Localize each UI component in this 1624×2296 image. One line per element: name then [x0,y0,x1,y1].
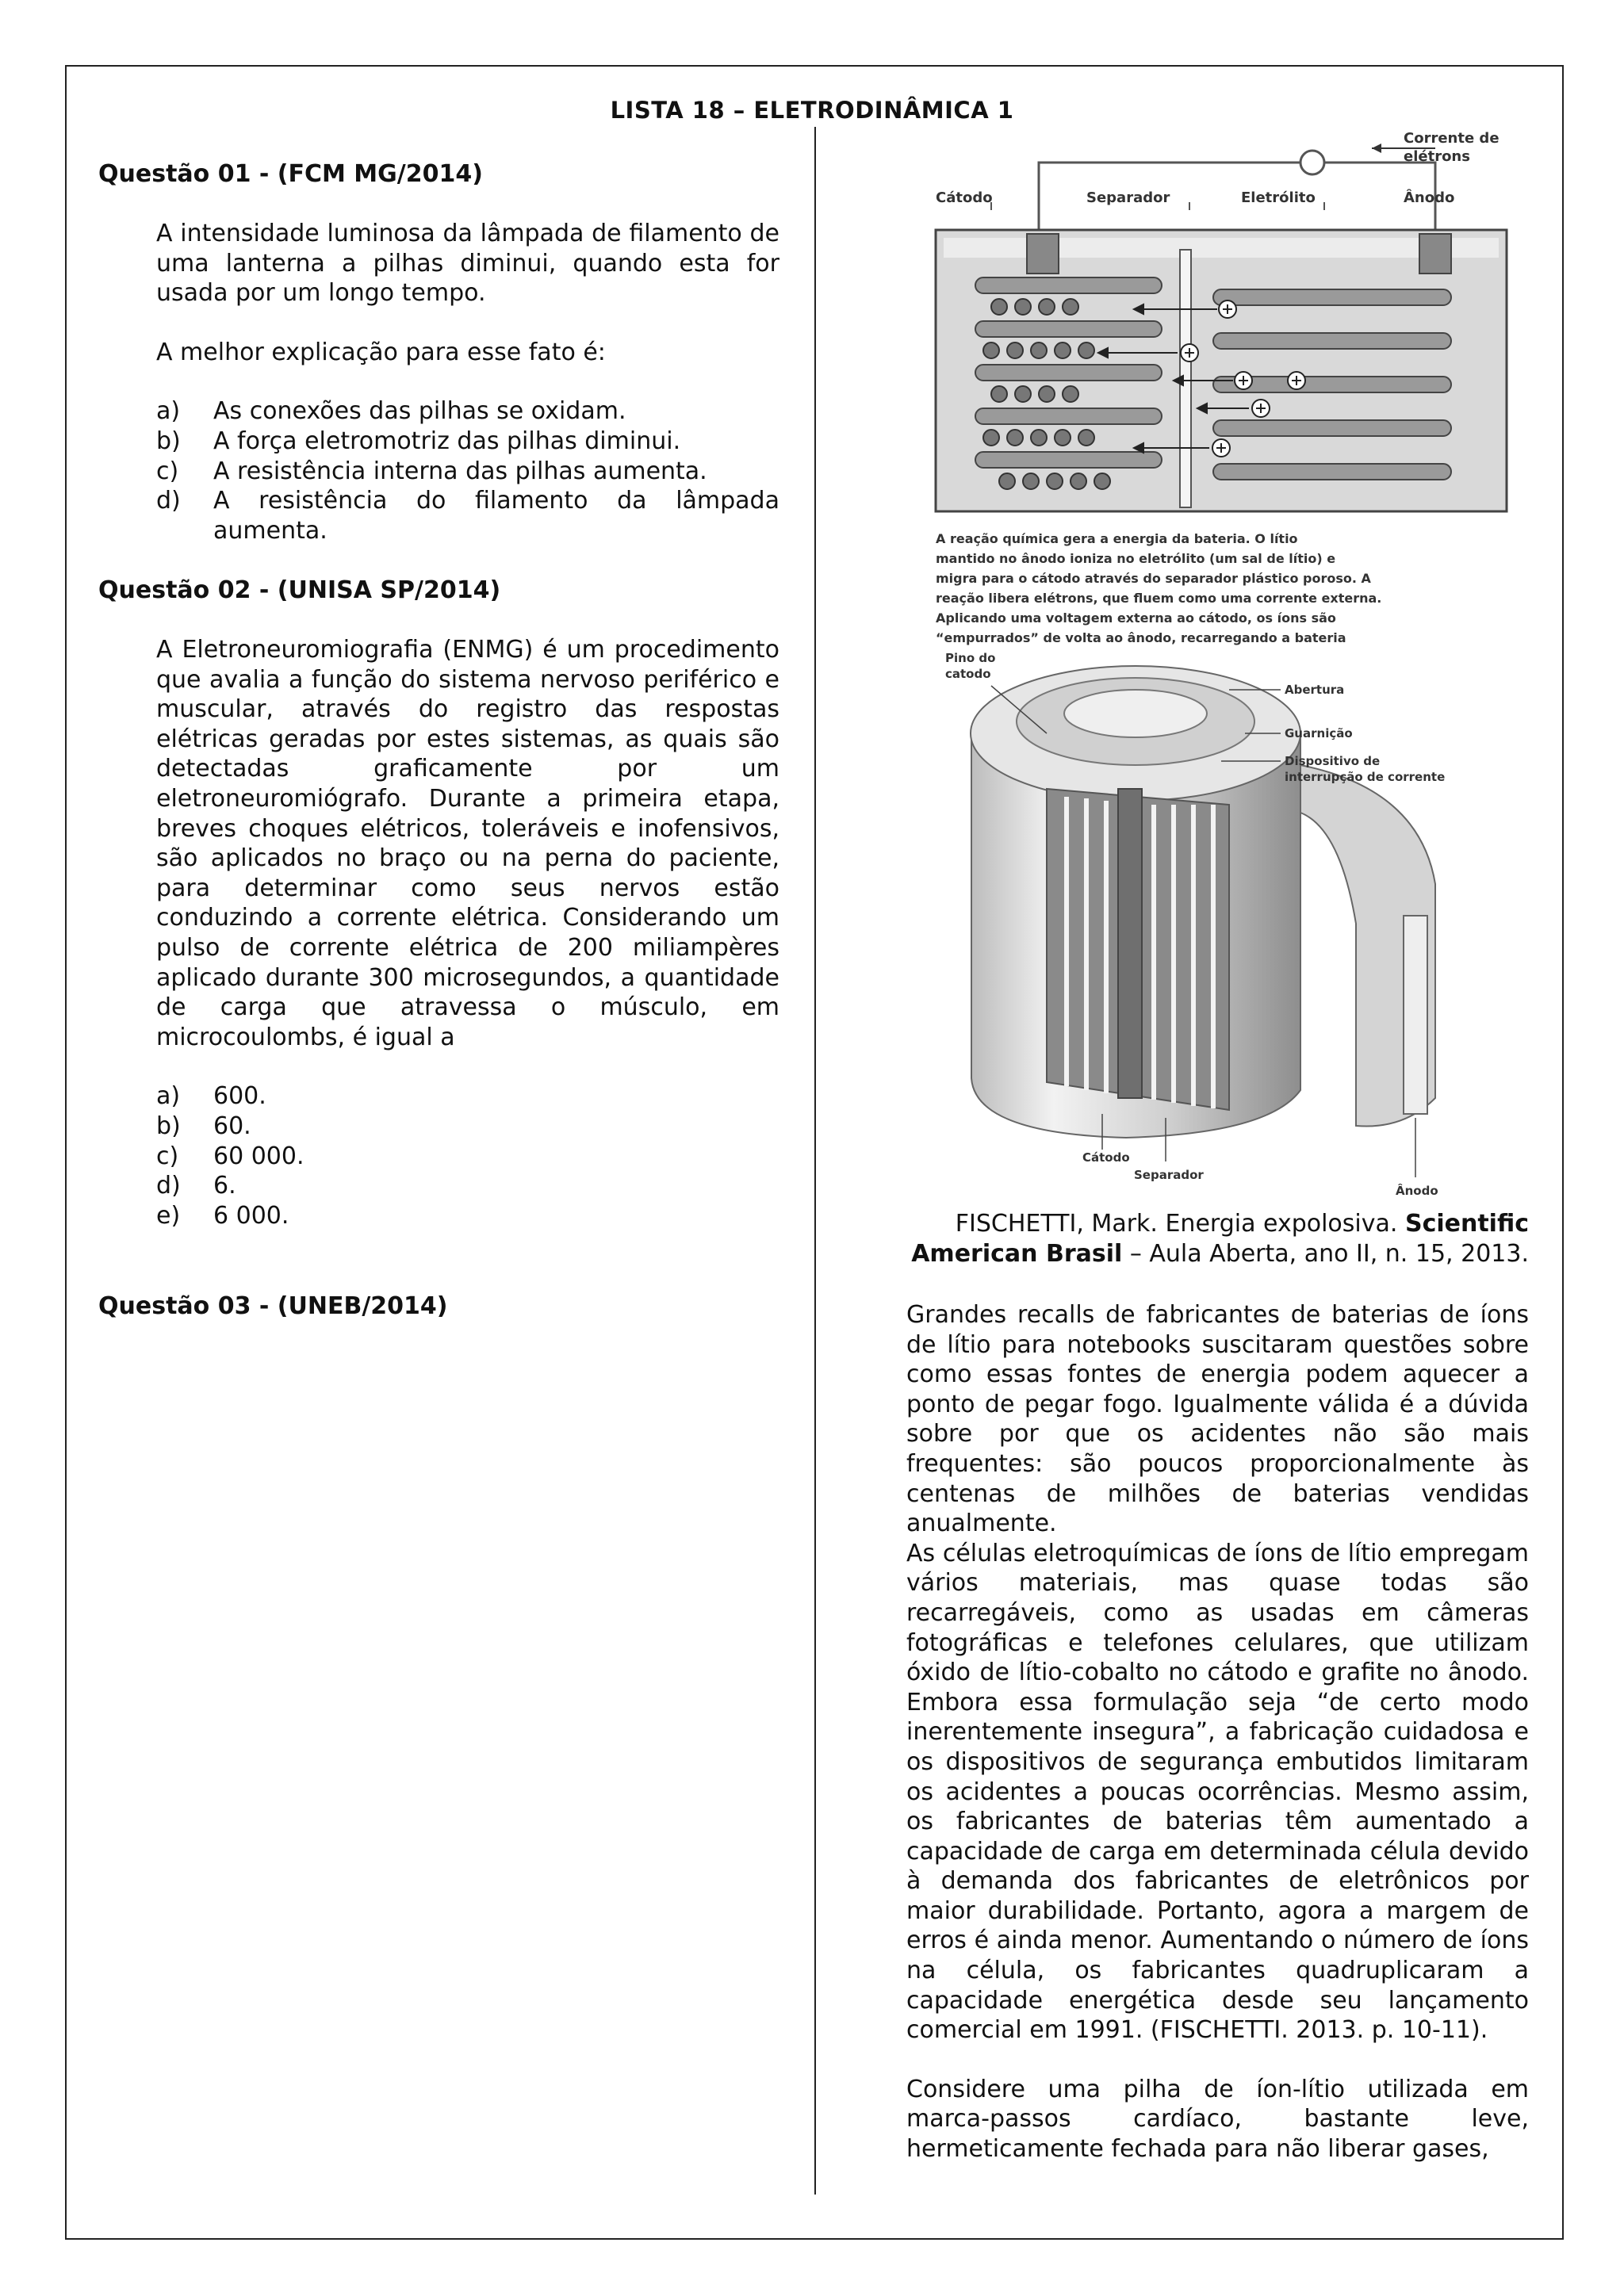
page-title: LISTA 18 – ELETRODINÂMICA 1 [610,97,1014,124]
option-d[interactable]: d) A resistência do filamento da lâmpada aumenta. [156,487,779,545]
svg-text:Dispositivo de: Dispositivo de [1285,754,1381,768]
source-citation: FISCHETTI, Mark. Energia expolosiva. Scientific American Brasil – Aula Aberta, ano II, n. 15, 2013. [911,1210,1529,1268]
figure-caption [936,531,1381,645]
question-01-statement: A intensidade luminosa da lâmpada de filamento de uma lanterna a pilhas diminui, quando esta for usada por um longo tempo. [156,220,779,308]
svg-text:Ânodo: Ânodo [1396,1184,1438,1198]
electrochemical-cell-diagram [936,131,1507,511]
column-divider [814,127,816,2195]
option-b[interactable]: b) 60. [156,1112,251,1140]
article-paragraph-3: Considere uma pilha de íon-lítio utilizada em marca-passos cardíaco, bastante leve, hermeticamente fechada para não liberar gases, [906,2075,1529,2164]
option-a[interactable]: a) As conexões das pilhas se oxidam. [156,397,626,426]
svg-text:Eletrólito: Eletrólito [1241,189,1316,206]
question-02-options [156,1081,779,1230]
svg-text:Abertura: Abertura [1285,683,1345,697]
question-01-options [156,396,779,545]
svg-text:catodo: catodo [945,667,991,681]
question-02 [156,635,779,1230]
question-01-heading: Questão 01 - (FCM MG/2014) [98,160,483,188]
option-e[interactable]: e) 6 000. [156,1201,289,1230]
question-01-prompt: A melhor explicação para esse fato é: [156,338,606,366]
svg-text:Separador: Separador [1134,1168,1204,1182]
battery-cutaway-illustration [945,651,1445,1198]
article-text [906,1300,1529,2164]
article-paragraph-2: As células eletroquímicas de íons de lítio empregam vários materiais, mas quase todas são recarregáveis, como as usadas em câmeras fotográficas e telefones celulares, que utilizam óxido de lítio-cobalto no cátodo e grafite no ânodo. Embora essa formulação seja “de certo modo inerentemente insegura”, a fabricação cuidadosa e os dispositivos de segurança embutidos limitaram os acidentes a poucas ocorrências. Mesmo assim, os fabricantes de baterias têm aumentado a capacidade de carga em determinada célula devido à demanda dos fabricantes de eletrônicos por maior durabilidade. Portanto, agora a margem de erros é ainda menor. Aumentando o número de íons na célula, os fabricantes quadruplicaram a capacidade energética desde seu lançamento comercial em 1991. (FISCHETTI. 2013. p. 10-11). [906,1539,1529,2045]
article-paragraph-1: Grandes recalls de fabricantes de baterias de íons de lítio para notebooks suscitaram questões sobre como essas fontes de energia podem aquecer a ponto de pegar fogo. Igualmente válida é a dúvida sobre por que os acidentes não são mais frequentes: são poucos proporcionalmente às centenas de milhões de baterias vendidas anualmente. [906,1301,1529,1538]
svg-text:Ânodo: Ânodo [1404,189,1455,206]
lamp-icon [1300,151,1324,174]
svg-text:reação libera elétrons, que fl: reação libera elétrons, que fluem como uma corrente externa. [936,591,1382,606]
svg-text:mantido no ânodo ioniza no ele: mantido no ânodo ioniza no eletrólito (um sal de lítio) e [936,551,1336,566]
battery-figure [928,131,1538,1201]
option-c[interactable]: c) A resistência interna das pilhas aumenta. [156,457,707,485]
svg-text:Corrente de: Corrente de [1404,131,1500,147]
option-a[interactable]: a) 600. [156,1082,266,1111]
svg-text:Guarnição: Guarnição [1285,726,1353,740]
question-02-statement: A Eletroneuromiografia (ENMG) é um procedimento que avalia a função do sistema nervoso periférico e muscular, através do registro das respostas elétricas geradas por estes sistemas, as quais são detectadas graficamente por um eletroneuromiógrafo. Durante a primeira etapa, breves choques elétricos, toleráveis e inofensivos, são aplicados no braço ou na perna do paciente, para determinar como seus nervos estão conduzindo a corrente elétrica. Considerando um pulso de corrente elétrica de 200 miliampères aplicado durante 300 microsegundos, a quantidade de carga que atravessa o músculo, em microcoulombs, é igual a [156,636,779,1051]
question-01 [156,219,779,545]
svg-text:elétrons: elétrons [1404,148,1470,165]
svg-text:A reação química gera a energi: A reação química gera a energia da bateria. O lítio [936,531,1298,546]
svg-text:“empurrados” de volta ao ânodo: “empurrados” de volta ao ânodo, recarregando a bateria [936,630,1346,645]
question-02-heading: Questão 02 - (UNISA SP/2014) [98,576,501,604]
svg-text:Cátodo: Cátodo [1082,1150,1130,1165]
svg-text:Cátodo: Cátodo [936,189,993,206]
svg-text:interrupção de corrente: interrupção de corrente [1285,770,1446,784]
svg-text:Separador: Separador [1086,189,1170,206]
question-03-heading: Questão 03 - (UNEB/2014) [98,1292,448,1320]
svg-text:Aplicando uma voltagem externa: Aplicando uma voltagem externa ao cátodo, os íons são [936,610,1336,626]
svg-text:migra para o cátodo através do: migra para o cátodo através do separador plástico poroso. A [936,571,1371,586]
option-d[interactable]: d) 6. [156,1172,236,1200]
option-b[interactable]: b) A força eletromotriz das pilhas diminui. [156,427,681,455]
svg-text:Pino do: Pino do [945,651,996,665]
option-c[interactable]: c) 60 000. [156,1142,304,1170]
